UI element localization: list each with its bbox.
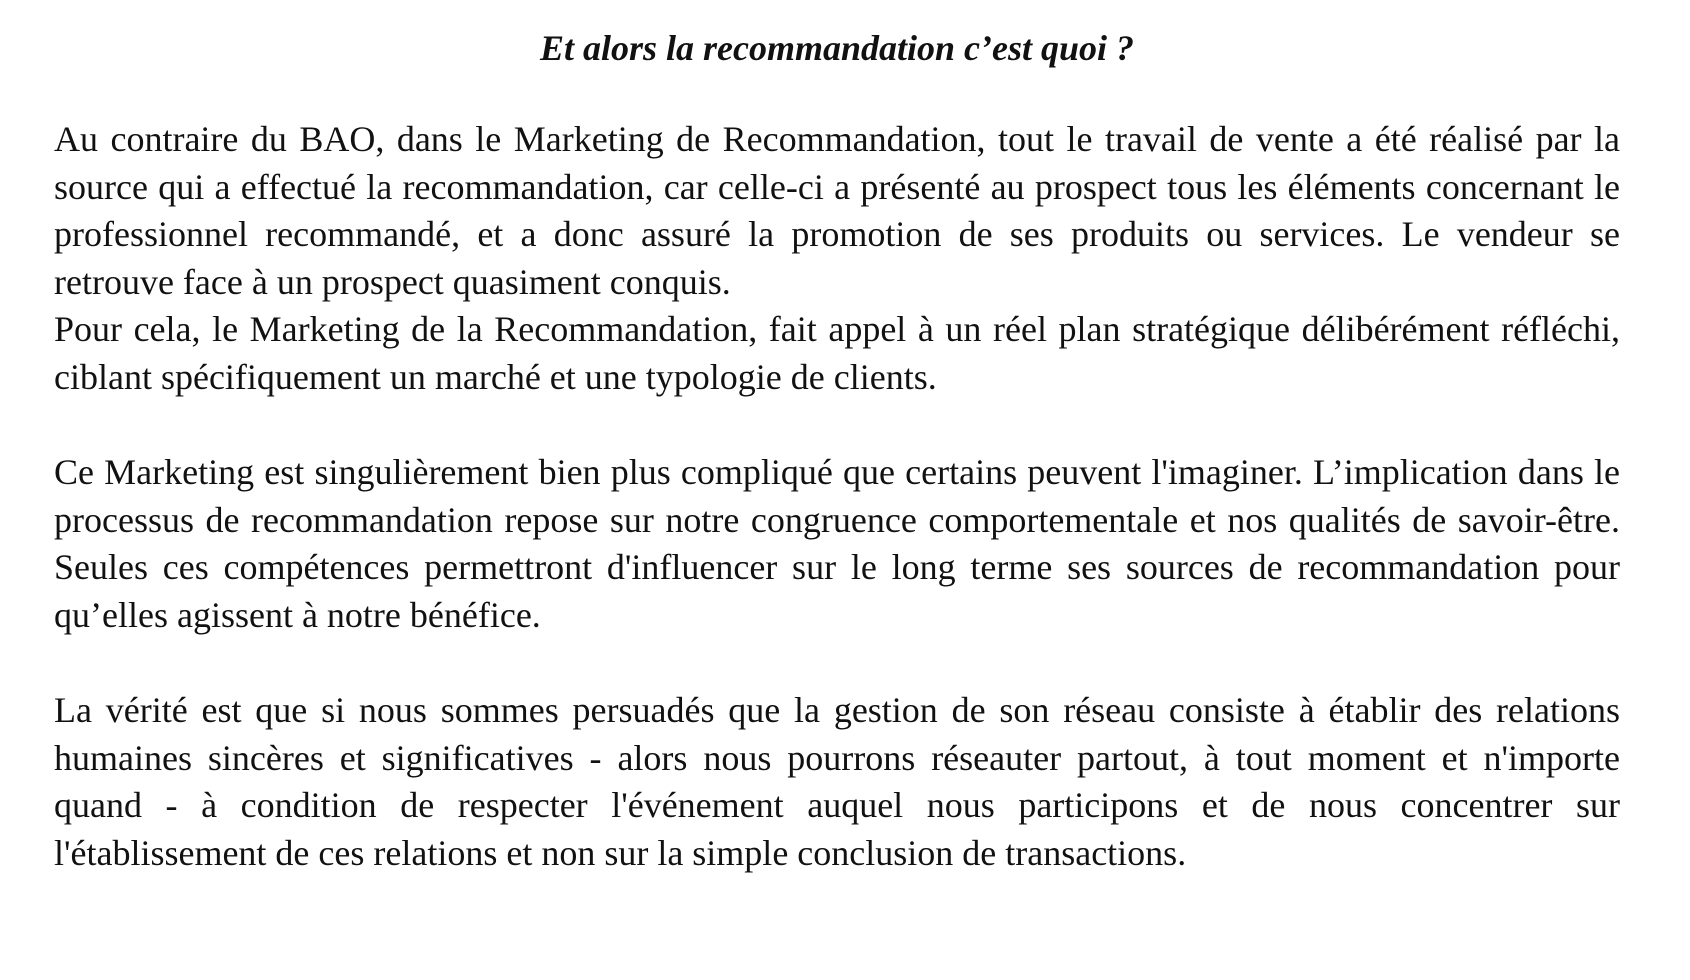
paragraph-spacer xyxy=(54,640,1620,688)
paragraph-3: Ce Marketing est singulièrement bien plus compliqué que certains peuvent l'imaginer. L’implication dans le processus de recommandation repose sur notre congruence comportementale et nos qualités de savoir-être. Seules ces compétences permettront d'influencer sur le long terme ses sources de recommandation pour qu’elles agissent à notre bénéfice. xyxy=(54,452,1620,635)
paragraph-4: La vérité est que si nous sommes persuadés que la gestion de son réseau consiste à établir des relations humaines sincères et significatives - alors nous pourrons réseauter partout, à tout moment et n'importe quand - à condition de respecter l'événement auquel nous participons et de nous concentrer sur l'établissement de ces relations et non sur la simple conclusion de transactions. xyxy=(54,690,1620,873)
paragraph-2: Pour cela, le Marketing de la Recommandation, fait appel à un réel plan stratégique délibérément réfléchi, ciblant spécifiquement un marché et une typologie de clients. xyxy=(54,309,1620,397)
paragraph-spacer xyxy=(54,402,1620,450)
document-title: Et alors la recommandation c’est quoi ? xyxy=(539,28,1135,68)
document-page xyxy=(54,24,1620,878)
paragraph-1: Au contraire du BAO, dans le Marketing de Recommandation, tout le travail de vente a été réalisé par la source qui a effectué la recommandation, car celle-ci a présenté au prospect tous les éléments concernant le professionnel recommandé, et a donc assuré la promotion de ses produits ou services. Le vendeur se retrouve face à un prospect quasiment conquis. xyxy=(54,119,1620,302)
